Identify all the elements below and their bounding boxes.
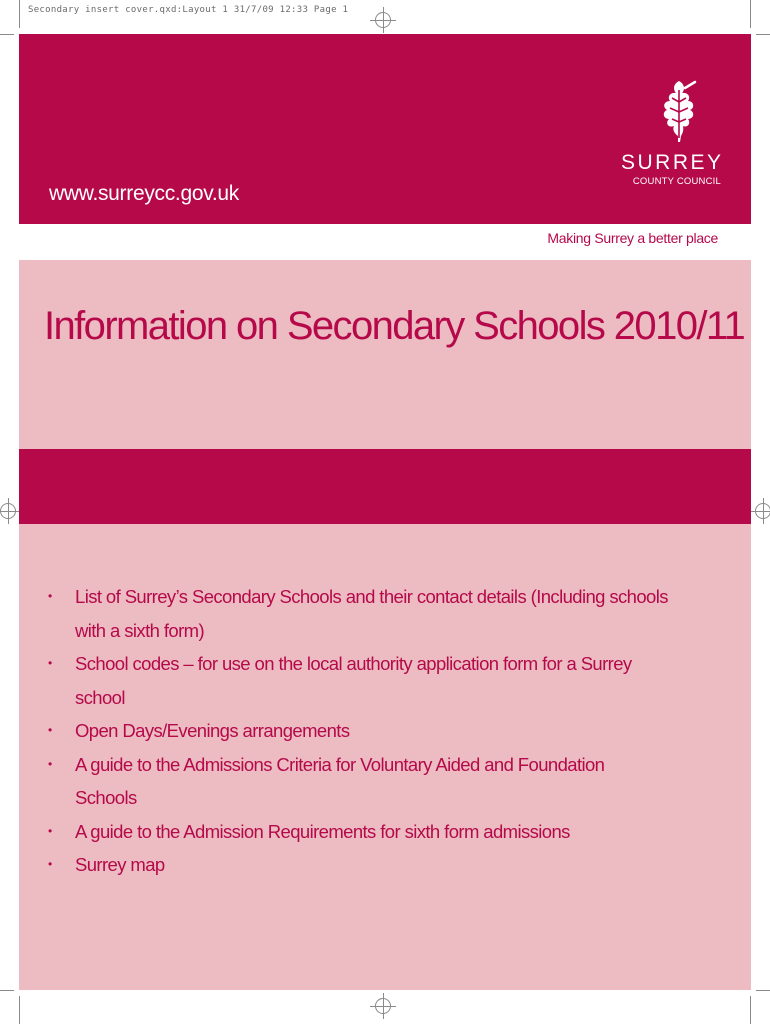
crop-mark xyxy=(0,34,14,35)
crop-mark xyxy=(750,996,751,1024)
logo-subtitle: COUNTY COUNCIL xyxy=(632,176,721,187)
list-item: • School codes – for use on the local authority application form for a Surrey school xyxy=(48,647,668,714)
tagline: Making Surrey a better place xyxy=(547,230,718,246)
crop-mark xyxy=(756,990,770,991)
crop-mark xyxy=(19,0,20,28)
registration-mark-icon xyxy=(0,503,16,519)
registration-mark-icon xyxy=(375,998,391,1014)
list-item: • A guide to the Admission Requirements for sixth form admissions xyxy=(48,815,668,849)
list-item: • Surrey map xyxy=(48,848,668,882)
registration-mark-icon xyxy=(375,12,391,28)
oak-leaf-icon xyxy=(655,78,705,144)
website-url[interactable]: www.surreycc.gov.uk xyxy=(49,182,239,205)
surrey-logo xyxy=(621,78,724,187)
logo-wordmark: SURREY xyxy=(621,151,724,174)
contents-list xyxy=(48,580,668,882)
list-item: • A guide to the Admissions Criteria for Voluntary Aided and Foundation Schools xyxy=(48,748,668,815)
document-title: Information on Secondary Schools 2010/11 xyxy=(44,304,745,348)
list-item: • List of Surrey’s Secondary Schools and their contact details (Including schools with a sixth form) xyxy=(48,580,668,647)
list-item: • Open Days/Evenings arrangements xyxy=(48,714,668,748)
crop-mark xyxy=(0,990,14,991)
crop-mark xyxy=(19,996,20,1024)
header-band xyxy=(19,34,751,224)
crop-mark xyxy=(750,0,751,28)
crop-mark xyxy=(756,34,770,35)
print-slug: Secondary insert cover.qxd:Layout 1 31/7/09 12:33 Page 1 xyxy=(28,5,349,15)
registration-mark-icon xyxy=(755,503,770,519)
divider-band xyxy=(19,449,751,524)
